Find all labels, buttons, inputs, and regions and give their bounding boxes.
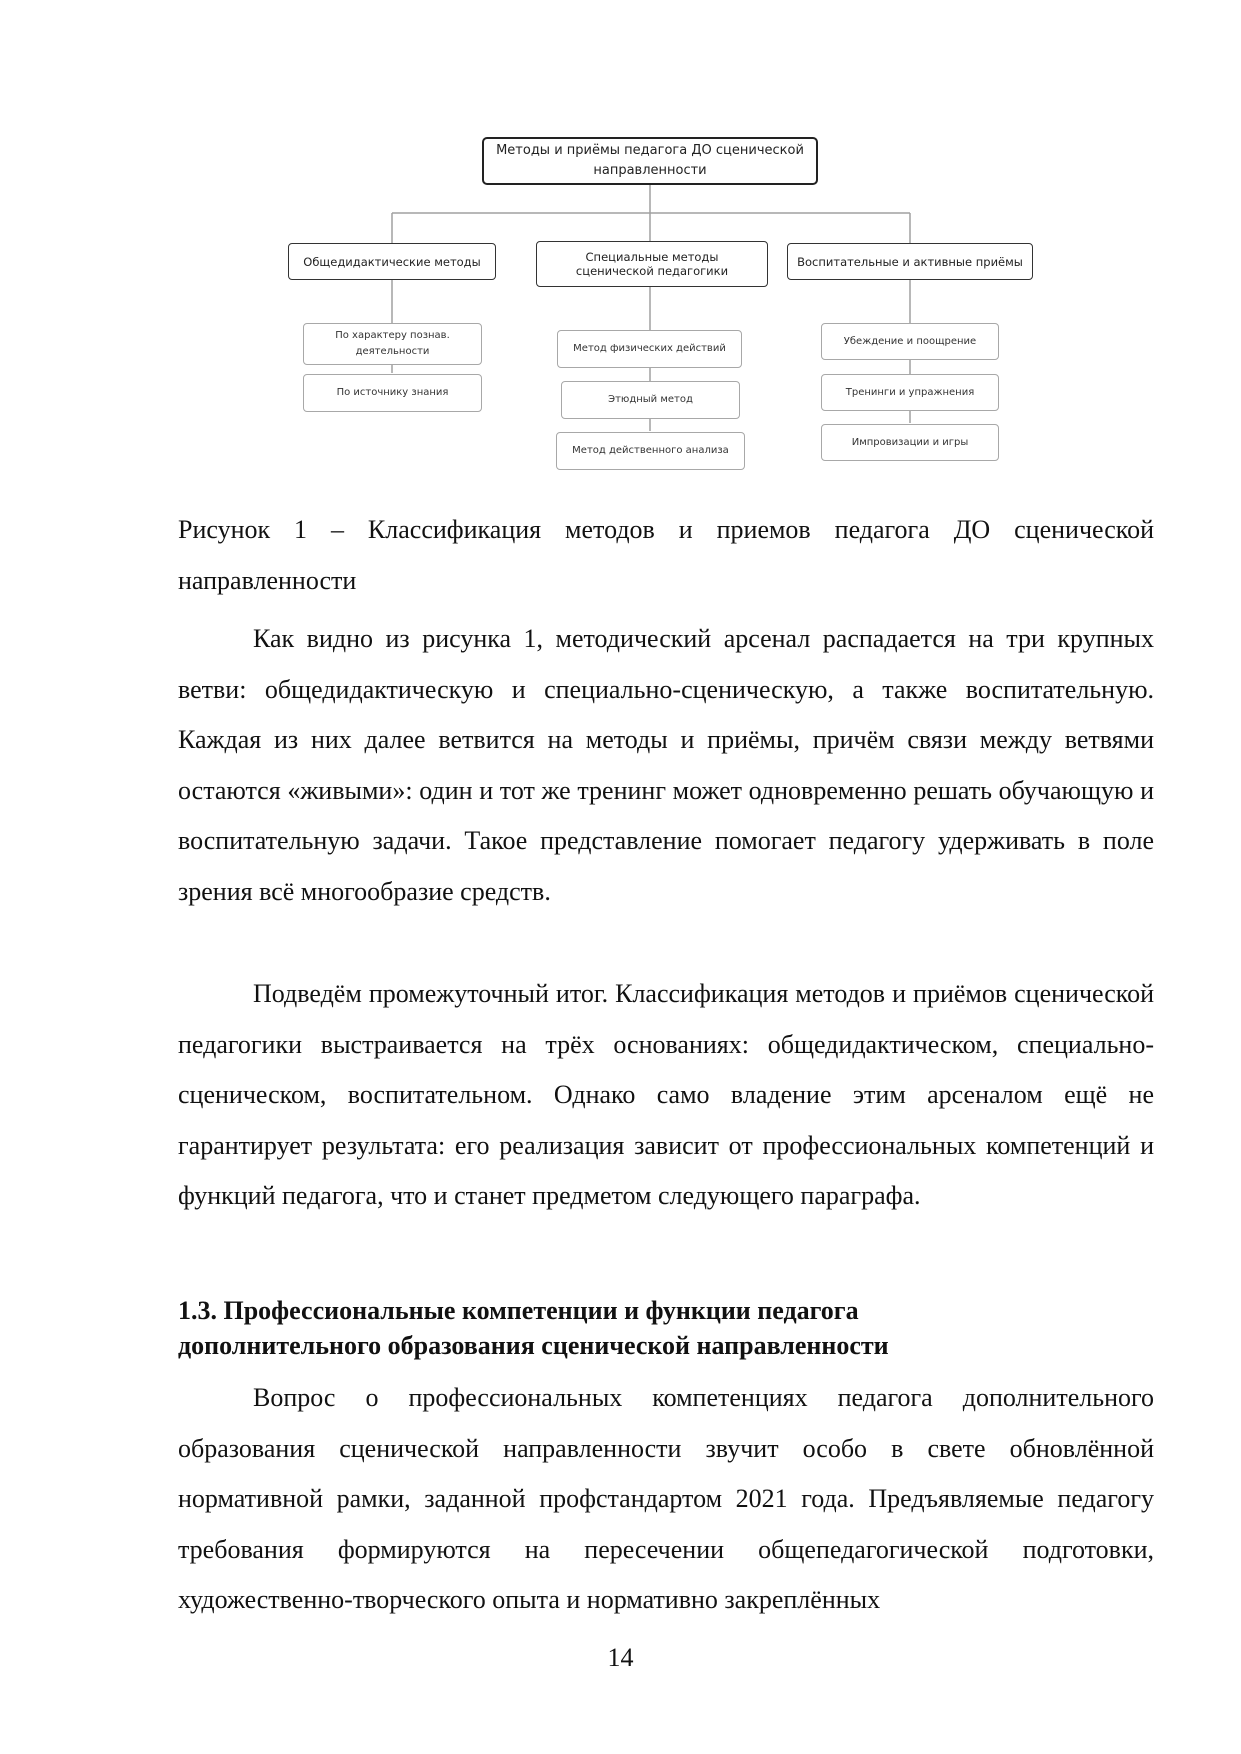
item-label: Импровизации и игры	[851, 436, 969, 448]
body-paragraph: Вопрос о профессиональных компетенциях педагога дополнительного образования сценической направленности звучит особо в свете обновлённой нормативной рамки, заданной профстандартом 2021 года. Предъявляемые педагогу требования формируются на пересечении общепедагогической подготовки, художественно-творческого опыта и нормативно закреплённых	[178, 1383, 1154, 1614]
heading-line: дополнительного образования сценической направленности	[178, 1331, 889, 1360]
diagram-branch-educational	[787, 243, 1033, 280]
diagram-item	[556, 432, 745, 470]
branch-label: Общедидактические методы	[303, 254, 481, 269]
section-heading	[178, 1293, 1154, 1363]
diagram-root-node	[482, 137, 818, 185]
diagram-branch-special	[536, 241, 768, 287]
diagram-item	[557, 330, 742, 368]
body-paragraph: Подведём промежуточный итог. Классификация методов и приёмов сценической педагогики выстраивается на трёх основаниях: общедидактическом, специально-сценическом, воспитательном. Однако само владение этим арсеналом ещё не гарантирует результата: его реализация зависит от профессиональных компетенций и функций педагога, что и станет предметом следующего параграфа.	[178, 979, 1154, 1210]
branch-label: Специальные методы сценической педагогики	[575, 250, 729, 278]
item-label: Этюдный метод	[608, 394, 693, 405]
item-label: Метод физических действий	[573, 343, 726, 354]
diagram-item	[821, 374, 999, 411]
item-label: По источнику знания	[336, 387, 449, 398]
diagram-item	[821, 323, 999, 360]
classification-diagram	[0, 0, 1241, 480]
diagram-item	[303, 374, 482, 412]
branch-label: Воспитательные и активные приёмы	[797, 254, 1023, 269]
item-label: По характеру познав. деятельности	[335, 330, 450, 357]
diagram-root-label: Методы и приёмы педагога ДО сценической направленности	[496, 143, 804, 178]
body-paragraph: Как видно из рисунка 1, методический арсенал распадается на три крупных ветви: общедидактическую и специально-сценическую, а также воспитательную. Каждая из них далее ветвится на методы и приёмы, причём связи между ветвями остаются «живыми»: один и тот же тренинг может одновременно решать обучающую и воспитательную задачи. Такое представление помогает педагогу удерживать в поле зрения всё многообразие средств.	[178, 624, 1154, 906]
page-number: 14	[607, 1643, 634, 1672]
figure-caption: Рисунок 1 – Классификация методов и приемов педагога ДО сценической направленности	[178, 515, 1154, 595]
diagram-item	[303, 323, 482, 365]
item-label: Убеждение и поощрение	[843, 335, 977, 347]
item-label: Тренинги и упражнения	[845, 386, 975, 398]
diagram-item	[561, 381, 740, 419]
diagram-item	[821, 424, 999, 461]
item-label: Метод действенного анализа	[572, 445, 729, 456]
heading-line: 1.3. Профессиональные компетенции и функции педагога	[178, 1296, 859, 1325]
diagram-branch-general	[288, 243, 496, 280]
